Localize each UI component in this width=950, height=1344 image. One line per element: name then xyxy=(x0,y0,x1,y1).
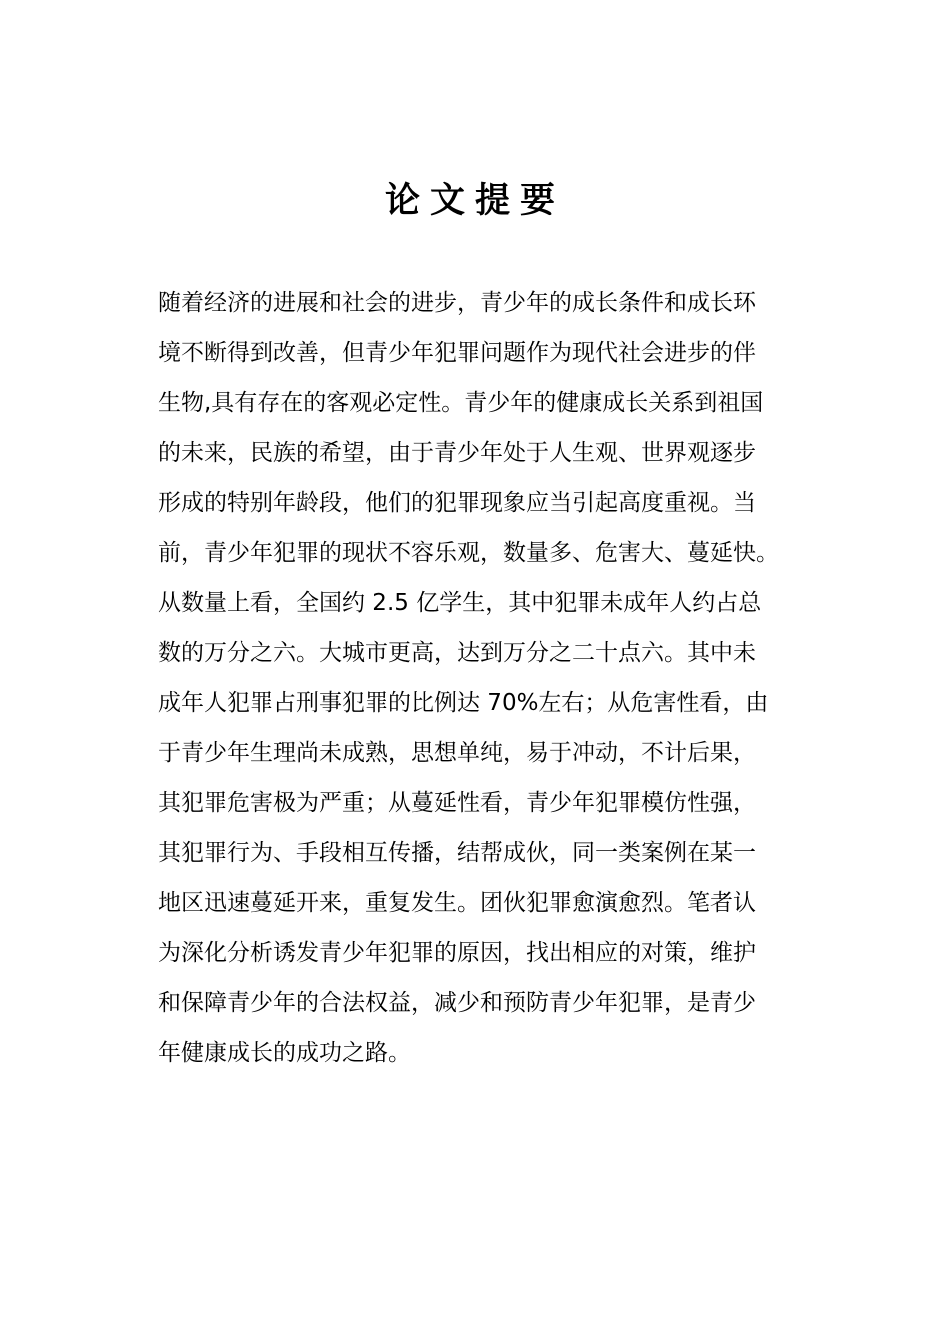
abstract-line: 成年人犯罪占刑事犯罪的比例达 70%左右；从危害性看，由 xyxy=(158,690,769,716)
abstract-line: 数的万分之六。大城市更高，达到万分之二十点六。其中未 xyxy=(158,640,756,666)
abstract-line: 生物,具有存在的客观必定性。青少年的健康成长关系到祖国 xyxy=(158,390,764,416)
abstract-line: 的未来，民族的希望，由于青少年处于人生观、世界观逐步 xyxy=(158,440,756,466)
abstract-line: 前，青少年犯罪的现状不容乐观，数量多、危害大、蔓延快。 xyxy=(158,540,779,566)
abstract-line: 地区迅速蔓延开来，重复发生。团伙犯罪愈演愈烈。笔者认 xyxy=(158,890,756,916)
abstract-line: 随着经济的进展和社会的进步，青少年的成长条件和成长环 xyxy=(158,290,756,316)
abstract-line: 年健康成长的成功之路。 xyxy=(158,1040,411,1066)
abstract-line: 形成的特别年龄段，他们的犯罪现象应当引起高度重视。当 xyxy=(158,490,756,516)
abstract-line: 为深化分析诱发青少年犯罪的原因，找出相应的对策，维护 xyxy=(158,940,756,966)
abstract-line: 和保障青少年的合法权益，减少和预防青少年犯罪，是青少 xyxy=(158,990,756,1016)
abstract-line: 于青少年生理尚未成熟，思想单纯，易于冲动，不计后果， xyxy=(158,740,756,766)
abstract-line: 境不断得到改善，但青少年犯罪问题作为现代社会进步的伴 xyxy=(158,340,756,366)
abstract-line: 从数量上看，全国约 2.5 亿学生，其中犯罪未成年人约占总 xyxy=(158,590,762,616)
abstract-body xyxy=(158,280,808,1080)
abstract-line: 其犯罪行为、手段相互传播，结帮成伙，同一类案例在某一 xyxy=(158,840,756,866)
abstract-line: 其犯罪危害极为严重；从蔓延性看，青少年犯罪模仿性强， xyxy=(158,790,756,816)
page-title: 论文提要 xyxy=(384,181,565,221)
